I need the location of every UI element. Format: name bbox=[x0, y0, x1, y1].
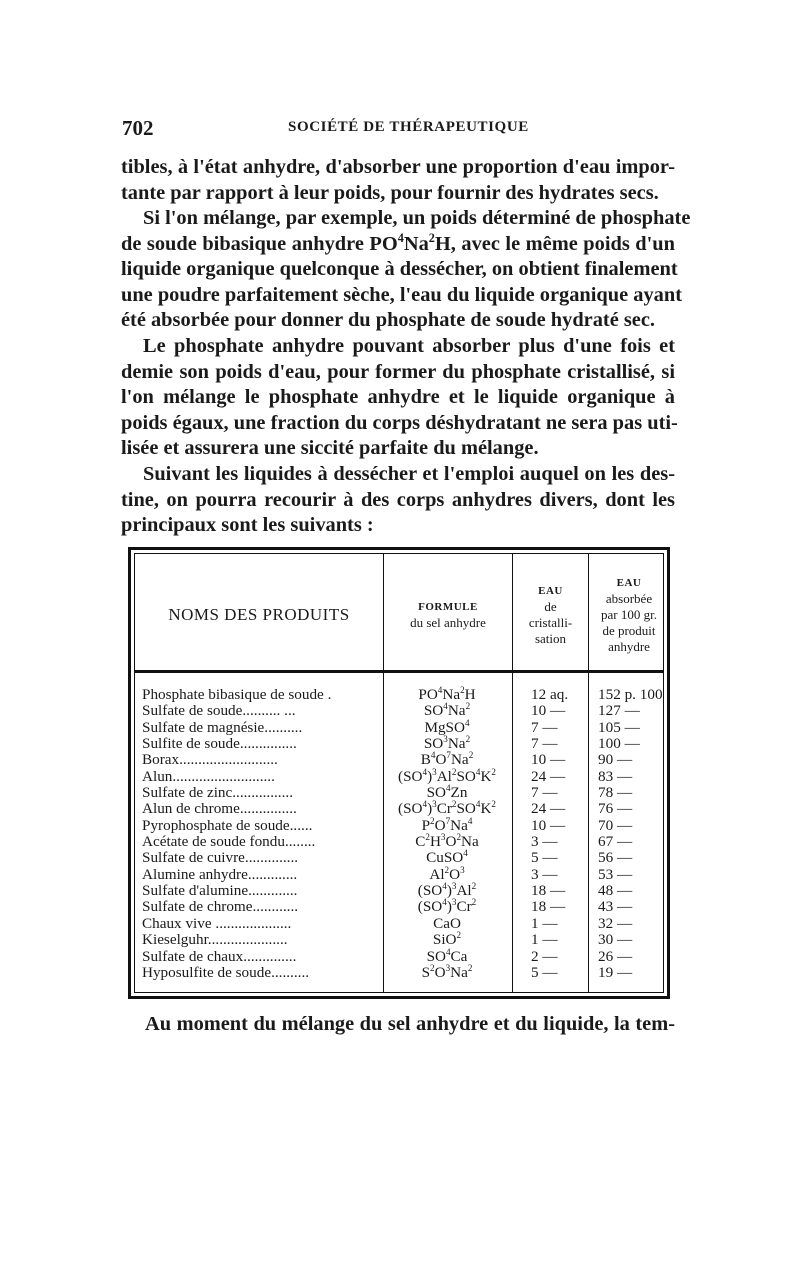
water-of-crystallization: 1 — bbox=[531, 914, 558, 932]
water-of-crystallization: 5 — bbox=[531, 963, 558, 981]
formula-index: 3 bbox=[451, 881, 457, 892]
table-row bbox=[135, 766, 663, 785]
formula-index: 2 bbox=[456, 930, 462, 941]
water-absorbed: 56 — bbox=[598, 849, 633, 867]
text-line: Si l'on mélange, par exemple, un poids déterminé de phosphate bbox=[143, 207, 691, 229]
water-absorbed: 105 — bbox=[598, 718, 640, 736]
product-name: Sulfate d'alumine............. bbox=[142, 883, 298, 900]
column-header-label: NOMS DES PRODUITS bbox=[168, 605, 350, 624]
table-row bbox=[135, 834, 663, 850]
text-line: Au moment du mélange du sel anhydre et du liquide, la tem- bbox=[145, 1013, 675, 1035]
text-line: une poudre parfaitement sèche, l'eau du liquide organique ayant bbox=[121, 283, 682, 306]
water-of-crystallization: 24 — bbox=[531, 767, 566, 785]
table-row bbox=[135, 916, 663, 932]
text-line: poids égaux, une fraction du corps déshydratant ne sera pas uti- bbox=[121, 411, 678, 434]
formula-index: 4 bbox=[445, 946, 451, 957]
water-of-crystallization: 10 — bbox=[531, 751, 566, 769]
formula-fragment: Al bbox=[456, 882, 472, 900]
formula-fragment: ) bbox=[427, 800, 433, 818]
formula-fragment: H bbox=[429, 833, 441, 851]
formula-fragment: MgSO bbox=[424, 718, 465, 736]
table-row bbox=[135, 801, 663, 817]
formula-fragment: SO bbox=[456, 800, 476, 818]
formula-fragment: SO bbox=[456, 767, 476, 785]
water-of-crystallization: 7 — bbox=[531, 718, 558, 736]
formula-index: 2 bbox=[430, 815, 435, 826]
formula-index: 4 bbox=[463, 848, 468, 859]
water-absorbed: 152 p. 100 bbox=[598, 686, 663, 703]
formula-index: 4 bbox=[464, 717, 470, 728]
text-fragment: de soude bibasique anhydre PO bbox=[121, 232, 398, 255]
table-row bbox=[135, 684, 663, 703]
column-header-absorbed bbox=[589, 560, 669, 670]
formula-fragment: (SO bbox=[398, 800, 423, 818]
water-of-crystallization: 10 — bbox=[531, 702, 566, 720]
water-absorbed: 30 — bbox=[598, 931, 633, 949]
formula-index: 4 bbox=[437, 684, 443, 695]
water-absorbed: 83 — bbox=[598, 767, 633, 785]
text-fragment: Na bbox=[403, 232, 429, 255]
product-name: Sulfate de zinc................ bbox=[142, 785, 293, 802]
formula-fragment: Na bbox=[450, 816, 468, 834]
table-row bbox=[135, 899, 663, 915]
formula-index: 4 bbox=[442, 897, 447, 908]
formula-fragment: K bbox=[480, 800, 492, 818]
column-header-label: FORMULE bbox=[418, 601, 478, 613]
formula-fragment: SO bbox=[426, 947, 446, 965]
product-formula bbox=[384, 916, 510, 932]
table-body bbox=[135, 684, 663, 981]
water-absorbed: 67 — bbox=[598, 833, 633, 851]
water-of-crystallization: 10 — bbox=[531, 816, 566, 834]
formula-index: 3 bbox=[432, 766, 437, 777]
formula-fragment: Na bbox=[450, 963, 468, 981]
product-name: Sulfate de chaux.............. bbox=[142, 948, 297, 965]
column-header-name bbox=[135, 560, 383, 670]
water-absorbed: 19 — bbox=[598, 963, 633, 981]
formula-fragment: B bbox=[420, 751, 431, 769]
product-name: Sulfate de magnésie.......... bbox=[142, 719, 303, 736]
table-row bbox=[135, 785, 663, 801]
column-header-label: anhydre bbox=[608, 639, 650, 654]
product-name: Hyposulfite de soude.......... bbox=[142, 964, 310, 981]
superscript: 4 bbox=[397, 230, 404, 245]
formula-index: 2 bbox=[425, 832, 430, 843]
product-name: Sulfate de soude.......... ... bbox=[142, 703, 296, 720]
text-line: Suivant les liquides à dessécher et l'emploi auquel on les des- bbox=[143, 463, 675, 485]
text-line bbox=[121, 232, 675, 258]
formula-index: 2 bbox=[471, 881, 477, 892]
product-name: Sulfate de chrome............ bbox=[142, 899, 299, 916]
water-of-crystallization: 18 — bbox=[531, 898, 566, 916]
formula-fragment: ) bbox=[446, 898, 452, 916]
text-line: Le phosphate anhydre pouvant absorber plus d'une fois et bbox=[143, 335, 675, 357]
formula-index: 2 bbox=[468, 750, 474, 761]
formula-fragment: Cr bbox=[436, 800, 452, 818]
formula-fragment: Zn bbox=[450, 784, 468, 802]
formula-fragment: (SO bbox=[417, 898, 443, 916]
formula-index: 3 bbox=[460, 864, 465, 875]
column-header-label: du sel anhydre bbox=[410, 615, 486, 630]
text-line: liquide organique quelconque à dessécher, on obtient finalement bbox=[121, 258, 678, 281]
water-of-crystallization: 7 — bbox=[531, 735, 558, 753]
text-line: tante par rapport à leur poids, pour fournir des hydrates secs. bbox=[121, 181, 659, 204]
column-header-label: de bbox=[544, 599, 557, 614]
table-row bbox=[135, 703, 663, 719]
water-of-crystallization: 5 — bbox=[531, 849, 558, 867]
formula-fragment: SO bbox=[423, 735, 444, 753]
text-line: principaux sont les suivants : bbox=[121, 514, 374, 537]
formula-fragment: C bbox=[415, 833, 426, 851]
product-formula bbox=[384, 703, 510, 719]
formula-fragment: O bbox=[435, 751, 447, 769]
text-line: été absorbée pour donner du phosphate de soude hydraté sec. bbox=[121, 309, 655, 332]
formula-fragment: Na bbox=[447, 702, 466, 720]
product-name: Kieselguhr..................... bbox=[142, 932, 288, 949]
water-of-crystallization: 2 — bbox=[531, 947, 558, 965]
formula-fragment: S bbox=[421, 963, 431, 981]
header-divider bbox=[135, 670, 663, 673]
page-header bbox=[120, 116, 680, 140]
formula-index: 7 bbox=[446, 750, 451, 761]
water-of-crystallization: 3 — bbox=[531, 833, 558, 851]
product-name: Alun........................... bbox=[142, 768, 275, 785]
formula-index: 2 bbox=[465, 733, 471, 744]
paragraph-3 bbox=[121, 334, 678, 462]
formula-index: 7 bbox=[445, 815, 451, 826]
water-absorbed: 90 — bbox=[598, 751, 633, 769]
page-number: 702 bbox=[122, 116, 154, 140]
product-formula bbox=[384, 962, 510, 981]
text-line: tibles, à l'état anhydre, d'absorber une proportion d'eau impor- bbox=[121, 156, 675, 178]
formula-fragment: Al bbox=[429, 865, 445, 883]
table-inner-frame bbox=[134, 553, 664, 993]
table-row bbox=[135, 733, 663, 753]
formula-fragment: O bbox=[449, 865, 461, 883]
formula-fragment: CaO bbox=[433, 914, 461, 932]
formula-index: 2 bbox=[471, 897, 477, 908]
products-table bbox=[128, 547, 670, 999]
formula-fragment: Ca bbox=[450, 947, 468, 965]
table-row bbox=[135, 850, 663, 866]
formula-fragment: O bbox=[434, 963, 446, 981]
table-row bbox=[135, 946, 663, 965]
table-row bbox=[135, 932, 663, 948]
product-name: Pyrophosphate de soude...... bbox=[142, 817, 313, 834]
formula-fragment: H bbox=[464, 686, 476, 703]
column-header-label: sation bbox=[534, 631, 567, 646]
water-absorbed: 53 — bbox=[598, 865, 633, 883]
formula-fragment: Na bbox=[442, 686, 461, 703]
column-header-label: cristalli- bbox=[528, 615, 573, 630]
formula-fragment: SO bbox=[423, 702, 444, 720]
table-row bbox=[135, 717, 663, 736]
product-formula bbox=[384, 864, 510, 883]
table-row bbox=[135, 815, 663, 834]
water-of-crystallization: 12 aq. bbox=[531, 686, 569, 703]
formula-index: 3 bbox=[432, 799, 437, 810]
product-name: Alumine anhydre............. bbox=[142, 866, 298, 883]
water-absorbed: 76 — bbox=[598, 800, 633, 818]
product-formula bbox=[384, 815, 510, 834]
formula-fragment: Na bbox=[450, 751, 469, 769]
paragraph-2 bbox=[121, 206, 691, 334]
formula-fragment: SiO bbox=[432, 931, 457, 949]
formula-index: 4 bbox=[443, 701, 448, 712]
product-name: Sulfate de cuivre.............. bbox=[142, 850, 299, 867]
column-header-label: de produit bbox=[602, 623, 656, 638]
water-absorbed: 43 — bbox=[598, 898, 633, 916]
text-line: demie son poids d'eau, pour former du phosphate cristallisé, si bbox=[121, 360, 675, 383]
water-absorbed: 32 — bbox=[598, 914, 633, 932]
formula-index: 4 bbox=[475, 799, 481, 810]
formula-fragment: Cr bbox=[456, 898, 472, 916]
formula-fragment: (SO bbox=[417, 882, 443, 900]
formula-index: 3 bbox=[443, 733, 448, 744]
formula-index: 2 bbox=[467, 962, 473, 973]
formula-fragment: ) bbox=[446, 882, 452, 900]
paragraph-1 bbox=[121, 155, 675, 206]
formula-fragment: O bbox=[434, 816, 446, 834]
formula-fragment: ) bbox=[427, 767, 433, 785]
water-of-crystallization: 7 — bbox=[531, 784, 558, 802]
product-name: Borax.......................... bbox=[142, 752, 278, 769]
product-name: Alun de chrome............... bbox=[142, 801, 297, 818]
formula-fragment: CuSO bbox=[426, 849, 464, 867]
text-fragment: H, avec le même poids d'un bbox=[434, 232, 675, 255]
formula-fragment: Na bbox=[461, 833, 479, 851]
column-header-label: EAU bbox=[616, 577, 642, 589]
formula-index: 3 bbox=[440, 832, 446, 843]
water-of-crystallization: 3 — bbox=[531, 865, 558, 883]
running-title: SOCIÉTÉ DE THÉRAPEUTIQUE bbox=[288, 119, 529, 135]
formula-index: 2 bbox=[460, 684, 465, 695]
table-row bbox=[135, 962, 663, 981]
table-row bbox=[135, 883, 663, 899]
formula-fragment: PO bbox=[418, 686, 438, 703]
table-row bbox=[135, 864, 663, 883]
formula-index: 4 bbox=[422, 766, 428, 777]
water-absorbed: 78 — bbox=[598, 784, 633, 802]
column-header-label: par 100 gr. bbox=[601, 607, 657, 622]
formula-index: 2 bbox=[451, 766, 457, 777]
product-formula bbox=[384, 834, 510, 850]
formula-index: 4 bbox=[442, 881, 447, 892]
formula-index: 2 bbox=[451, 799, 457, 810]
text-line: lisée et assurera une siccité parfaite du mélange. bbox=[121, 437, 539, 460]
text-line: l'on mélange le phosphate anhydre et le liquide organique à bbox=[121, 386, 675, 409]
formula-fragment: K bbox=[480, 767, 492, 785]
water-absorbed: 100 — bbox=[598, 735, 640, 753]
paragraph-4 bbox=[121, 462, 675, 539]
product-formula bbox=[384, 899, 510, 915]
water-absorbed: 26 — bbox=[598, 947, 633, 965]
formula-fragment: P bbox=[421, 816, 431, 834]
water-absorbed: 127 — bbox=[598, 702, 640, 720]
formula-index: 4 bbox=[467, 815, 473, 826]
superscript: 2 bbox=[428, 230, 435, 245]
formula-index: 3 bbox=[445, 962, 451, 973]
formula-index: 4 bbox=[430, 750, 436, 761]
product-name: Chaux vive .................... bbox=[142, 915, 292, 932]
formula-index: 2 bbox=[491, 766, 496, 777]
formula-fragment: O bbox=[445, 833, 457, 851]
formula-index: 4 bbox=[475, 766, 481, 777]
water-of-crystallization: 1 — bbox=[531, 931, 558, 949]
formula-index: 2 bbox=[456, 832, 462, 843]
paragraph-5 bbox=[145, 1012, 675, 1038]
column-header-water bbox=[513, 560, 588, 670]
water-of-crystallization: 24 — bbox=[531, 800, 566, 818]
text-line: tine, on pourra recourir à des corps anhydres divers, dont les bbox=[121, 488, 675, 511]
formula-index: 2 bbox=[444, 864, 450, 875]
water-absorbed: 48 — bbox=[598, 882, 633, 900]
product-name: Sulfite de soude............... bbox=[142, 736, 297, 753]
table-row bbox=[135, 752, 663, 768]
formula-fragment: SO bbox=[426, 784, 446, 802]
product-name: Phosphate bibasique de soude . bbox=[142, 687, 332, 703]
column-header-label: absorbée bbox=[605, 591, 653, 606]
column-header-label: EAU bbox=[538, 585, 563, 597]
formula-fragment: (SO bbox=[398, 767, 423, 785]
formula-index: 4 bbox=[445, 783, 451, 793]
formula-index: 2 bbox=[491, 799, 496, 810]
water-absorbed: 70 — bbox=[598, 816, 633, 834]
formula-fragment: Na bbox=[447, 735, 466, 753]
formula-index: 2 bbox=[430, 962, 435, 973]
formula-index: 2 bbox=[465, 701, 471, 712]
formula-index: 3 bbox=[451, 897, 457, 908]
product-name: Acétate de soude fondu........ bbox=[142, 834, 316, 851]
water-of-crystallization: 18 — bbox=[531, 882, 566, 900]
formula-fragment: Al bbox=[436, 767, 452, 785]
formula-index: 4 bbox=[422, 799, 428, 810]
column-header-formula bbox=[384, 560, 512, 670]
